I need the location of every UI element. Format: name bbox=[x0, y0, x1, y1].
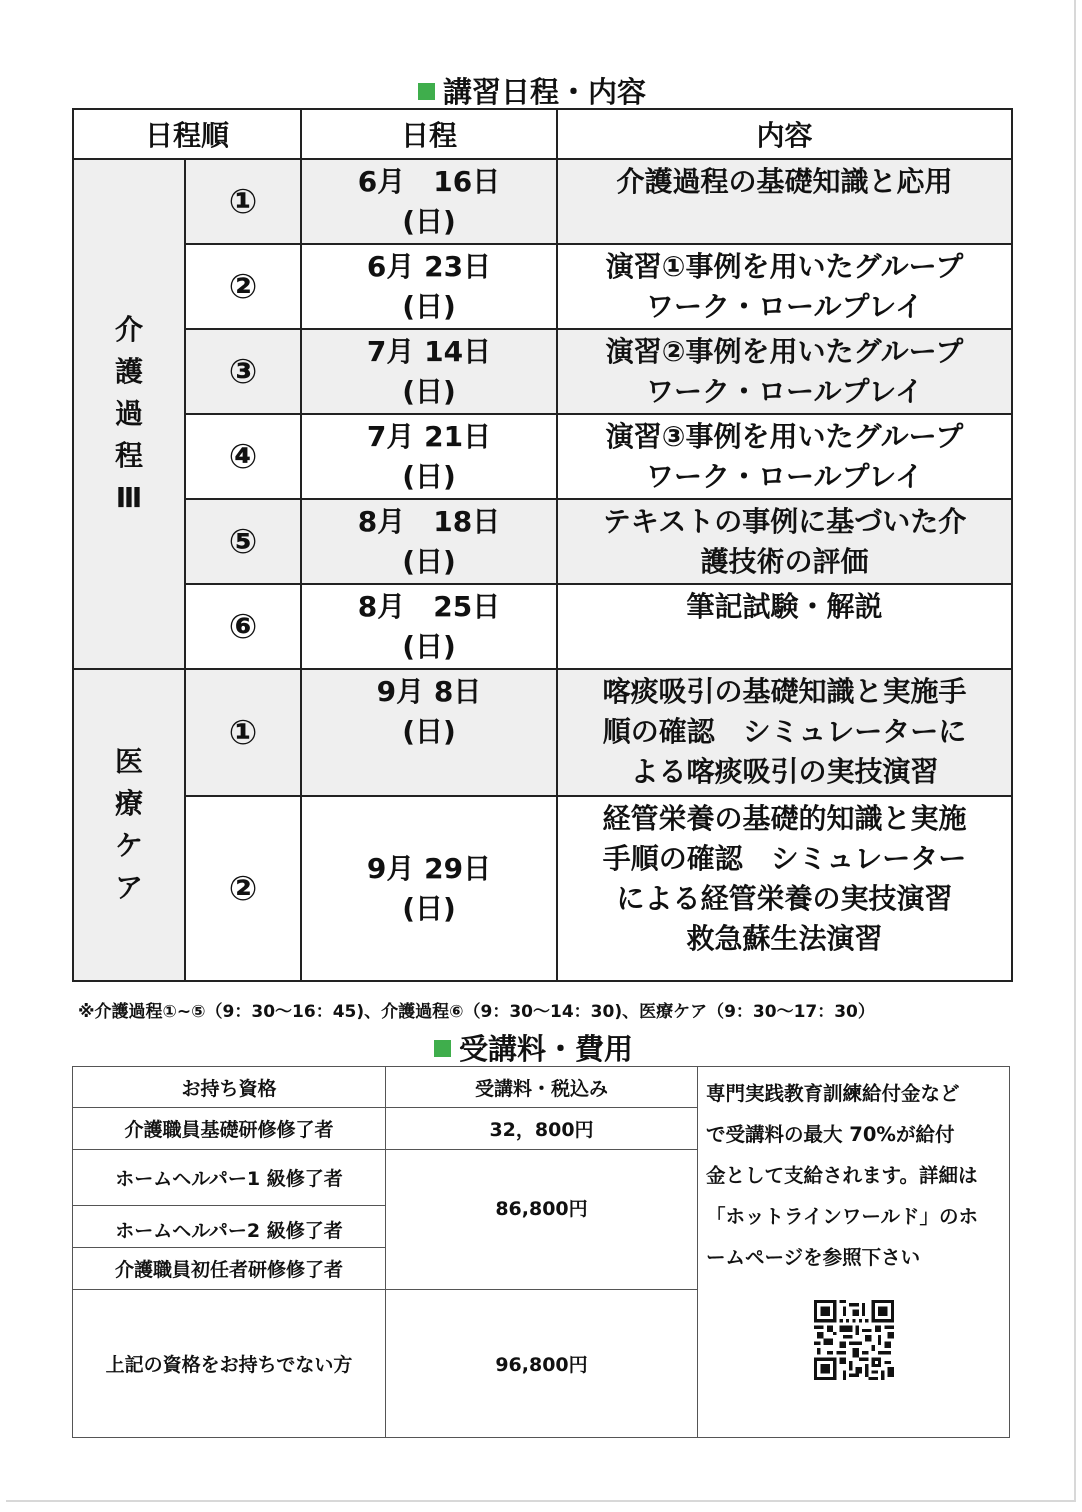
row-number: ① bbox=[185, 159, 301, 244]
subsidy-info: 専門実践教育訓練給付金など で受講料の最大 70%が給付 金として支給されます。詳細は 「ホットラインワールド」のホ ームページを参照下さい bbox=[698, 1067, 1010, 1438]
row-content: テキストの事例に基づいた介 護技術の評価 bbox=[557, 499, 1012, 584]
group-label-care-process: 介護過程Ⅲ bbox=[73, 159, 185, 669]
row-number: ⑤ bbox=[185, 499, 301, 584]
table-row bbox=[73, 669, 1012, 796]
schedule-header-row bbox=[73, 109, 1012, 159]
green-square-icon bbox=[434, 1040, 451, 1057]
row-date: 6月 16日 (日) bbox=[301, 159, 557, 244]
row-date: 7月 14日 (日) bbox=[301, 329, 557, 414]
row-number: ① bbox=[185, 669, 301, 796]
fee-cell: 96,800円 bbox=[386, 1290, 698, 1438]
row-content: 演習①事例を用いたグループ ワーク・ロールプレイ bbox=[557, 244, 1012, 329]
row-date: 6月 23日 (日) bbox=[301, 244, 557, 329]
row-number: ② bbox=[185, 244, 301, 329]
row-date: 8月 18日 (日) bbox=[301, 499, 557, 584]
table-row bbox=[73, 796, 1012, 981]
fee-cell: 32，800円 bbox=[386, 1108, 698, 1150]
green-square-icon bbox=[418, 83, 435, 100]
header-content: 内容 bbox=[557, 109, 1012, 159]
header-qualification: お持ち資格 bbox=[73, 1067, 386, 1108]
table-row bbox=[73, 244, 1012, 329]
table-row bbox=[73, 499, 1012, 584]
table-row bbox=[73, 584, 1012, 669]
row-date: 9月 8日 (日) bbox=[301, 669, 557, 796]
row-content: 経管栄養の基礎的知識と実施 手順の確認 シミュレーター による経管栄養の実技演習 救急蘇生法演習 bbox=[557, 796, 1012, 981]
row-date: 9月 29日 (日) bbox=[301, 796, 557, 981]
row-date: 7月 21日 (日) bbox=[301, 414, 557, 499]
schedule-title: 講習日程・内容 bbox=[418, 70, 646, 111]
row-content: 筆記試験・解説 bbox=[557, 584, 1012, 669]
time-note: ※介護過程①~⑤（9：30～16：45)、介護過程⑥（9：30～14：30)、医療ケア（9：30～17：30） bbox=[78, 1002, 875, 1022]
row-number: ② bbox=[185, 796, 301, 981]
fees-title: 受講料・費用 bbox=[434, 1027, 633, 1068]
fees-table bbox=[72, 1066, 1010, 1438]
header-order: 日程順 bbox=[73, 109, 301, 159]
row-content: 演習③事例を用いたグループ ワーク・ロールプレイ bbox=[557, 414, 1012, 499]
header-date: 日程 bbox=[301, 109, 557, 159]
row-number: ⑥ bbox=[185, 584, 301, 669]
group-label-medical-care: 医療ケア bbox=[73, 669, 185, 981]
row-number: ③ bbox=[185, 329, 301, 414]
row-date: 8月 25日 (日) bbox=[301, 584, 557, 669]
qualification-cell: 介護職員基礎研修修了者 bbox=[73, 1108, 386, 1150]
header-fee: 受講料・税込み bbox=[386, 1067, 698, 1108]
row-number: ④ bbox=[185, 414, 301, 499]
qr-code-icon[interactable] bbox=[814, 1300, 894, 1380]
schedule-table bbox=[72, 108, 1013, 982]
qualification-cell: ホームヘルパー2 級修了者 bbox=[73, 1206, 386, 1248]
qualification-cell: ホームヘルパー1 級修了者 bbox=[73, 1150, 386, 1206]
fees-header-row bbox=[73, 1067, 1010, 1108]
table-row bbox=[73, 329, 1012, 414]
row-content: 介護過程の基礎知識と応用 bbox=[557, 159, 1012, 244]
table-row bbox=[73, 414, 1012, 499]
row-content: 演習②事例を用いたグループ ワーク・ロールプレイ bbox=[557, 329, 1012, 414]
table-row bbox=[73, 159, 1012, 244]
qualification-cell: 上記の資格をお持ちでない方 bbox=[73, 1290, 386, 1438]
qualification-cell: 介護職員初任者研修修了者 bbox=[73, 1248, 386, 1290]
fee-cell: 86,800円 bbox=[386, 1150, 698, 1290]
row-content: 喀痰吸引の基礎知識と実施手 順の確認 シミュレーターに よる喀痰吸引の実技演習 bbox=[557, 669, 1012, 796]
